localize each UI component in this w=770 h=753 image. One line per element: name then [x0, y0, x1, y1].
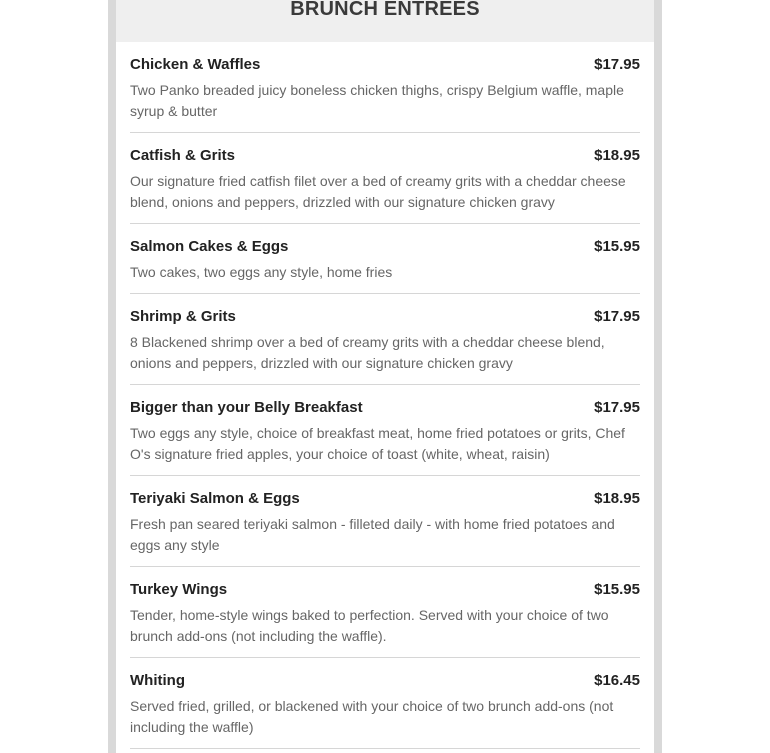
menu-item-description: Two eggs any style, choice of breakfast meat, home fried potatoes or grits, Chef O's signature fried apples, your choice of toast (white, wheat, raisin) — [130, 425, 625, 462]
menu-item-header — [130, 581, 640, 598]
menu-item-name: Chicken & Waffles — [130, 56, 261, 73]
menu-item-header — [130, 308, 640, 325]
menu-item-name: Teriyaki Salmon & Eggs — [130, 490, 300, 507]
menu-item-name: Bigger than your Belly Breakfast — [130, 399, 363, 416]
menu-item — [130, 567, 640, 658]
menu-item-price: $18.95 — [594, 490, 640, 507]
menu-item-header — [130, 490, 640, 507]
section-title: BRUNCH ENTREES — [290, 0, 480, 20]
menu-item — [130, 658, 640, 749]
menu-item-description: Served fried, grilled, or blackened with your choice of two brunch add-ons (not including the waffle) — [130, 698, 614, 735]
menu-item — [130, 385, 640, 476]
menu-item-name: Salmon Cakes & Eggs — [130, 238, 289, 255]
section-header — [116, 0, 654, 42]
menu-items-list — [116, 42, 654, 749]
menu-item-price: $17.95 — [594, 308, 640, 325]
menu-item-description: Our signature fried catfish filet over a bed of creamy grits with a cheddar cheese blend, onions and peppers, drizzled with our signature chicken gravy — [130, 173, 626, 210]
menu-item-price: $18.95 — [594, 147, 640, 164]
menu-item-description: Fresh pan seared teriyaki salmon - filleted daily - with home fried potatoes and eggs any style — [130, 516, 615, 553]
menu-item-header — [130, 56, 640, 73]
menu-item-name: Whiting — [130, 672, 185, 689]
menu-item-header — [130, 147, 640, 164]
menu-item-price: $16.45 — [594, 672, 640, 689]
menu-item — [130, 224, 640, 294]
menu-item-name: Catfish & Grits — [130, 147, 236, 164]
menu-item-description: Tender, home-style wings baked to perfection. Served with your choice of two brunch add-ons (not including the waffle). — [130, 607, 609, 644]
menu-item — [130, 42, 640, 133]
menu-item-header — [130, 672, 640, 689]
menu-item-description: Two cakes, two eggs any style, home fries — [130, 264, 393, 280]
menu-item — [130, 133, 640, 224]
menu-item-name: Shrimp & Grits — [130, 308, 236, 325]
menu-item-header — [130, 238, 640, 255]
menu-item-price: $17.95 — [594, 399, 640, 416]
menu-item-description: 8 Blackened shrimp over a bed of creamy grits with a cheddar cheese blend, onions and peppers, drizzled with our signature chicken gravy — [130, 334, 605, 371]
menu-panel — [116, 0, 654, 753]
menu-item-header — [130, 399, 640, 416]
menu-item-price: $15.95 — [594, 238, 640, 255]
menu-item-name: Turkey Wings — [130, 581, 228, 598]
menu-item — [130, 476, 640, 567]
menu-item-price: $17.95 — [594, 56, 640, 73]
menu-item — [130, 294, 640, 385]
menu-item-description: Two Panko breaded juicy boneless chicken thighs, crispy Belgium waffle, maple syrup & butter — [130, 82, 624, 119]
menu-item-price: $15.95 — [594, 581, 640, 598]
